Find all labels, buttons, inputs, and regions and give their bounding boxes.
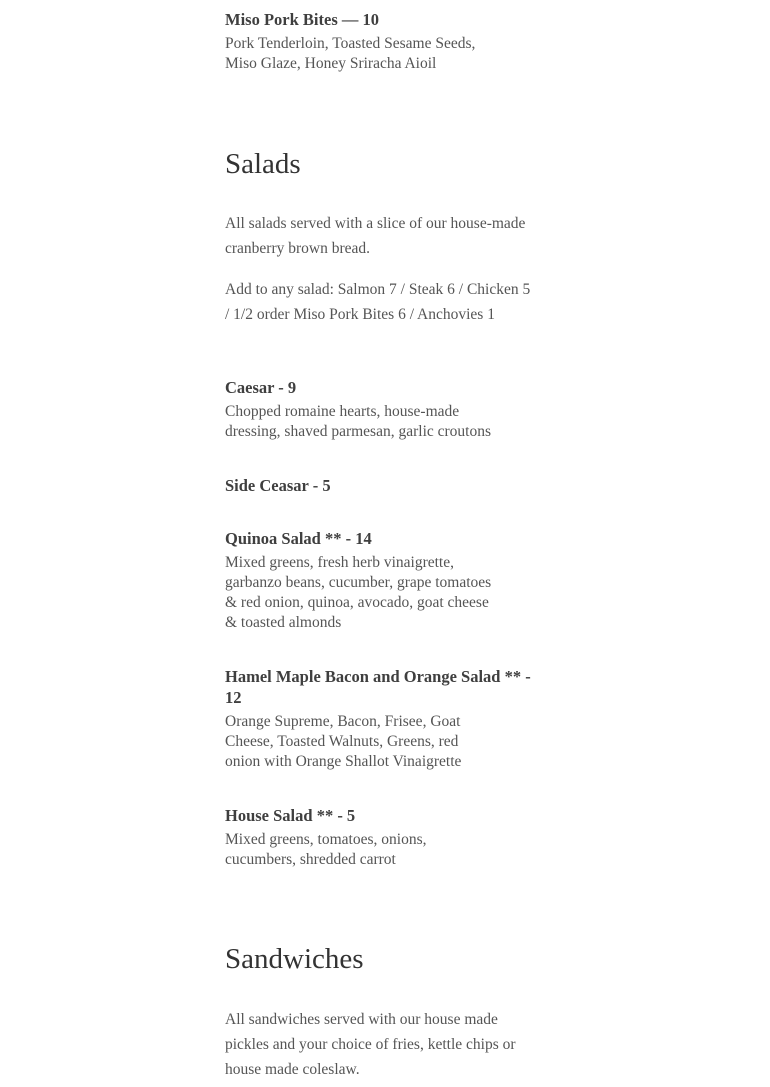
menu-item-miso-pork-bites [225,9,550,74]
salads-note-bread: All salads served with a slice of our house-made cranberry brown bread. [225,215,526,257]
menu-item-house-salad [225,805,550,870]
menu-item-caesar [225,377,550,442]
menu-item-title: House Salad ** - 5 [225,806,356,825]
menu-item-title: Side Ceasar - 5 [225,476,331,495]
menu-item-title: Caesar - 9 [225,378,297,397]
menu-item-maple-bacon-orange-salad [225,666,550,772]
section-heading-sandwiches: Sandwiches [225,943,364,975]
menu-item-quinoa-salad [225,528,550,633]
menu-item-description: Chopped romaine hearts, house-made dressing, shaved parmesan, garlic croutons [225,403,492,440]
menu-item-description: Orange Supreme, Bacon, Frisee, Goat Cheese, Toasted Walnuts, Greens, red onion with Orange Shallot Vinaigrette [225,713,462,770]
section-heading-salads: Salads [225,148,301,180]
menu-item-description: Pork Tenderloin, Toasted Sesame Seeds, Miso Glaze, Honey Sriracha Aioil [225,35,476,72]
menu-item-title: Hamel Maple Bacon and Orange Salad ** - 12 [225,667,531,707]
menu-item-side-ceasar [225,475,550,496]
menu-item-title: Miso Pork Bites — 10 [225,10,379,29]
sandwiches-note: All sandwiches served with our house made pickles and your choice of fries, kettle chips or house made coleslaw. [225,1011,516,1078]
menu-item-title: Quinoa Salad ** - 14 [225,529,372,548]
salads-note-addons: Add to any salad: Salmon 7 / Steak 6 / Chicken 5 / 1/2 order Miso Pork Bites 6 / Anchovies 1 [225,281,531,323]
menu-item-description: Mixed greens, tomatoes, onions, cucumbers, shredded carrot [225,831,427,868]
menu-item-description: Mixed greens, fresh herb vinaigrette, garbanzo beans, cucumber, grape tomatoes & red onion, quinoa, avocado, goat cheese & toasted almonds [225,554,492,631]
